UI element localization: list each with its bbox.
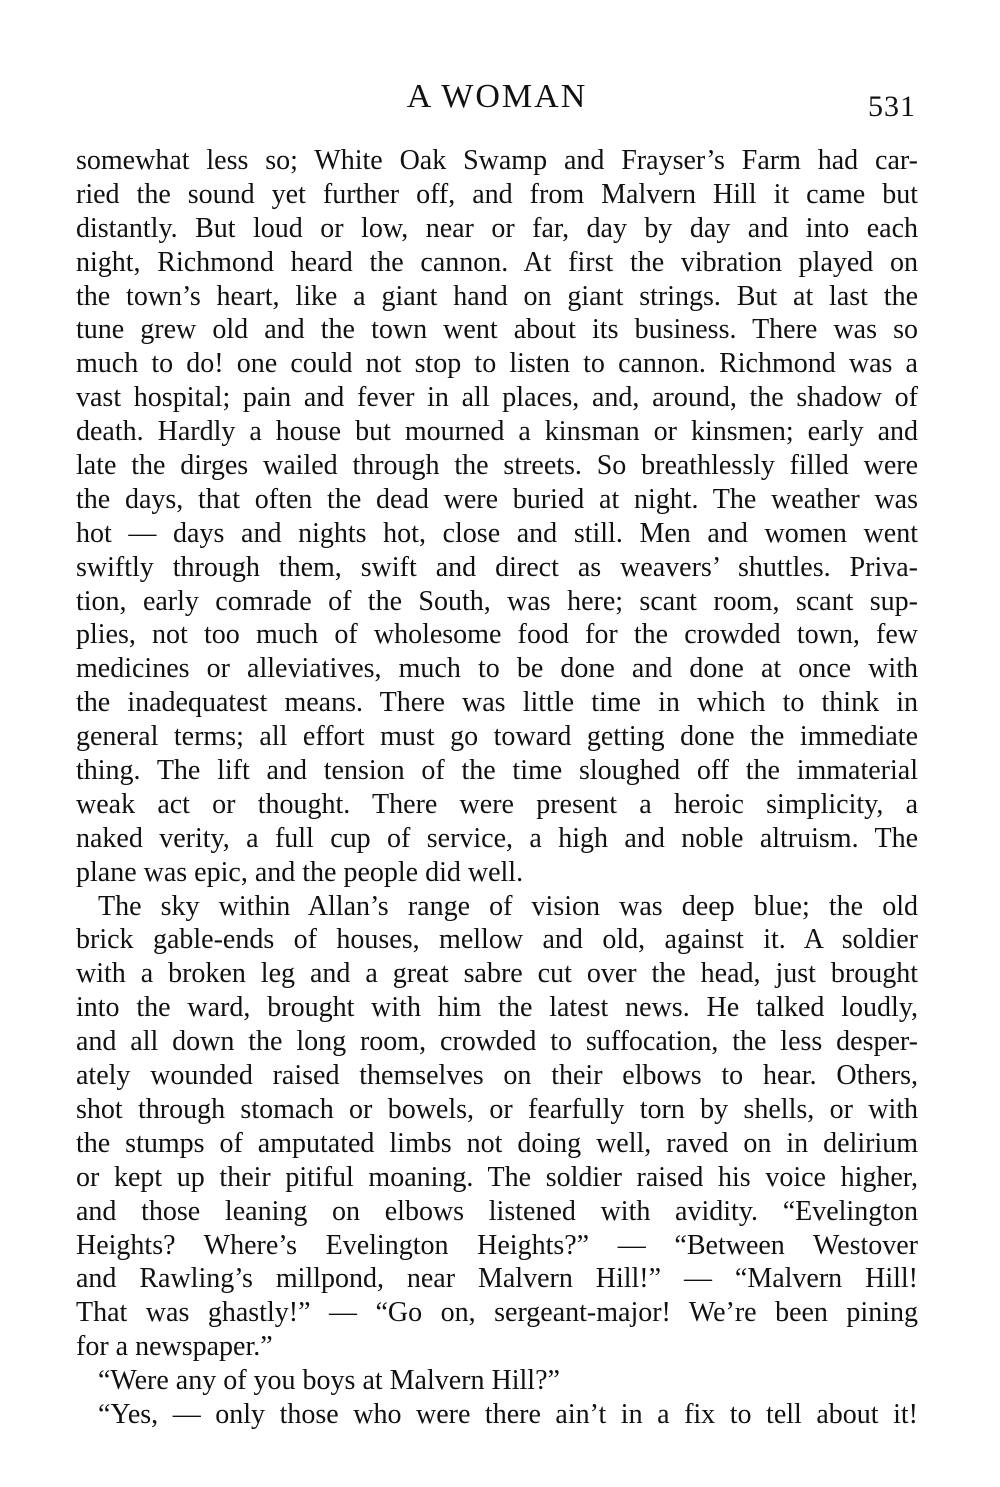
text-line: with a broken leg and a great sabre cut over the head, just brought	[76, 958, 918, 990]
page-number: 531	[868, 90, 916, 123]
text-line: plies, not too much of wholesome food for the crowded town, few	[76, 619, 918, 651]
text-line: The sky within Allan’s range of vision was deep blue; the old	[98, 890, 918, 922]
page-header	[76, 72, 918, 122]
paragraph-1	[76, 144, 918, 890]
text-line: shot through stomach or bowels, or fearfully torn by shells, or with	[76, 1093, 918, 1125]
text-line: late the dirges wailed through the streets. So breathlessly filled were	[76, 450, 918, 482]
text-line: night, Richmond heard the cannon. At first the vibration played on	[76, 246, 918, 278]
text-line: weak act or thought. There were present a heroic simplicity, a	[76, 788, 918, 820]
text-line: “Yes, — only those who were there ain’t in a fix to tell about it!	[98, 1398, 918, 1430]
paragraph-2	[76, 890, 918, 1364]
text-line: somewhat less so; White Oak Swamp and Frayser’s Farm had car-	[76, 145, 918, 176]
text-line: ately wounded raised themselves on their elbows to hear. Others,	[76, 1060, 918, 1092]
running-title: A WOMAN	[406, 78, 588, 115]
text-line: distantly. But loud or low, near or far, day by day and into each	[76, 212, 918, 244]
text-line: thing. The lift and tension of the time sloughed off the immaterial	[76, 755, 918, 787]
text-line: the town’s heart, like a giant hand on giant strings. But at last the	[76, 280, 918, 312]
text-line: That was ghastly!” — “Go on, sergeant-major! We’re been pining	[76, 1297, 918, 1329]
text-line: or kept up their pitiful moaning. The soldier raised his voice higher,	[76, 1161, 918, 1193]
text-line: tion, early comrade of the South, was here; scant room, scant sup-	[76, 585, 918, 617]
text-line: general terms; all effort must go toward getting done the immediate	[76, 721, 918, 753]
text-line: vast hospital; pain and fever in all places, and, around, the shadow of	[76, 382, 918, 414]
text-line: brick gable-ends of houses, mellow and old, against it. A soldier	[76, 924, 918, 956]
text-line: hot — days and nights hot, close and still. Men and women went	[76, 517, 918, 549]
text-line: and all down the long room, crowded to suffocation, the less desper-	[76, 1026, 918, 1058]
text-line: the inadequatest means. There was little time in which to think in	[76, 687, 918, 719]
text-line: the days, that often the dead were buried at night. The weather was	[76, 483, 918, 515]
body-text	[76, 144, 918, 1432]
text-line: ried the sound yet further off, and from Malvern Hill it came but	[76, 178, 918, 210]
paragraph-4	[76, 1398, 918, 1432]
text-line: much to do! one could not stop to listen to cannon. Richmond was a	[76, 348, 918, 380]
text-line: swiftly through them, swift and direct as weavers’ shuttles. Priva-	[76, 551, 918, 583]
text-line: plane was epic, and the people did well.	[76, 856, 524, 888]
text-line: for a newspaper.”	[76, 1331, 273, 1363]
text-line: the stumps of amputated limbs not doing well, raved on in delirium	[76, 1127, 918, 1159]
text-line: death. Hardly a house but mourned a kinsman or kinsmen; early and	[76, 416, 918, 448]
paragraph-3	[76, 1364, 918, 1398]
text-line: and Rawling’s millpond, near Malvern Hill!” — “Malvern Hill!	[76, 1263, 918, 1295]
text-line: “Were any of you boys at Malvern Hill?”	[98, 1365, 560, 1397]
text-line: into the ward, brought with him the latest news. He talked loudly,	[76, 992, 918, 1024]
text-line: and those leaning on elbows listened with avidity. “Evelington	[76, 1195, 918, 1227]
text-line: medicines or alleviatives, much to be done and done at once with	[76, 653, 918, 685]
text-line: Heights? Where’s Evelington Heights?” — “Between Westover	[76, 1229, 918, 1261]
text-line: naked verity, a full cup of service, a high and noble altruism. The	[76, 822, 918, 854]
text-line: tune grew old and the town went about its business. There was so	[76, 314, 918, 346]
